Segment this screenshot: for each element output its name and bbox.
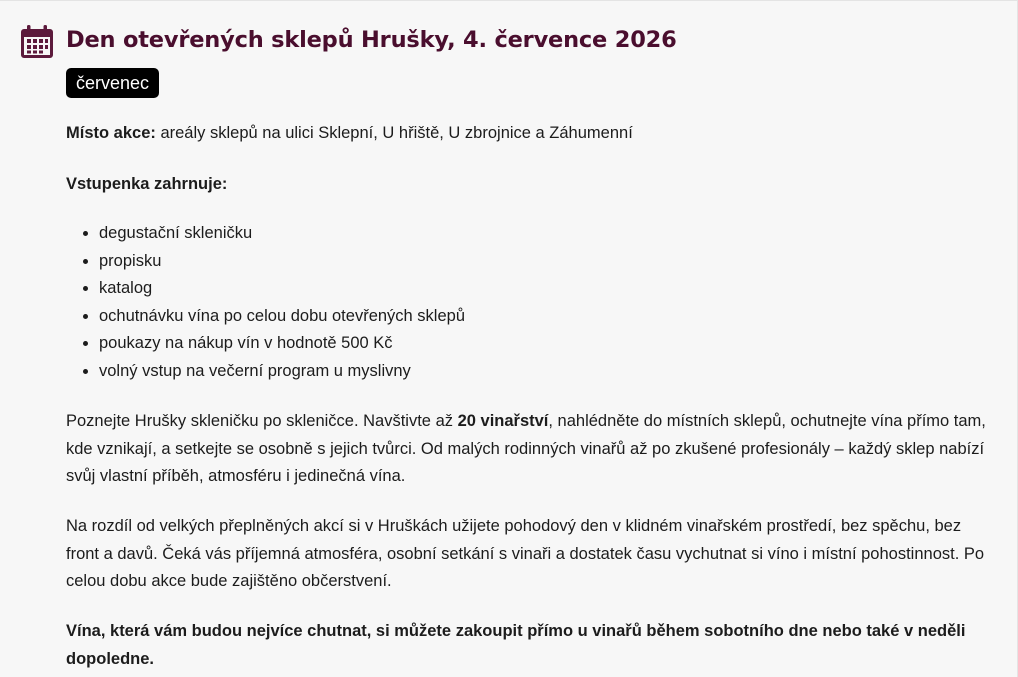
atmosphere-paragraph: Na rozdíl od velkých přeplněných akcí si v Hruškách užijete pohodový den v klidném vinařském prostředí, bez spěchu, bez front a davů. Čeká vás příjemná atmosféra, osobní setkání s vinaři a dostatek času vychutnat si víno i místní pohostinnost. Po celou dobu akce bude zajištěno občerstvení. bbox=[66, 517, 985, 591]
list-item: • ochutnávku vína po celou dobu otevřených sklepů bbox=[99, 303, 465, 331]
event-title: Den otevřených sklepů Hrušky, 4. července 2026 bbox=[66, 27, 677, 53]
month-badge[interactable]: červenec bbox=[66, 68, 159, 98]
list-item: • volný vstup na večerní program u myslivny bbox=[99, 358, 465, 386]
calendar-icon bbox=[21, 24, 53, 58]
top-divider bbox=[0, 0, 1018, 1]
intro-text-end: , nahlédněte do místních sklepů, ochutnejte vína přímo tam, kde vznikají, a setkejte se osobně s jejich tvůrci. Od malých rodinných vinařů až po zkušené profesionály – každý sklep nabízí svůj vlastní příběh, atmosféru i jedinečná vína. bbox=[66, 412, 986, 486]
list-item: • propisku bbox=[99, 248, 465, 276]
ticket-includes-list bbox=[66, 220, 465, 386]
intro-paragraph bbox=[66, 408, 996, 491]
location-label: Místo akce: bbox=[66, 124, 156, 142]
winery-count: 20 vinařství bbox=[457, 412, 549, 430]
list-item: • degustační skleničku bbox=[99, 220, 465, 248]
list-item: • poukazy na nákup vín v hodnotě 500 Kč bbox=[99, 330, 465, 358]
purchase-note: Vína, která vám budou nejvíce chutnat, si můžete zakoupit přímo u vinařů během sobotního dne nebo také v neděli dopoledne. bbox=[66, 622, 966, 668]
list-item: • katalog bbox=[99, 275, 465, 303]
event-location bbox=[66, 120, 633, 148]
ticket-heading: Vstupenka zahrnuje: bbox=[66, 175, 228, 193]
location-value: areály sklepů na ulici Sklepní, U hřiště, U zbrojnice a Záhumenní bbox=[155, 124, 633, 142]
intro-text-start: Poznejte Hrušky skleničku po skleničce. Navštivte až bbox=[66, 412, 458, 430]
